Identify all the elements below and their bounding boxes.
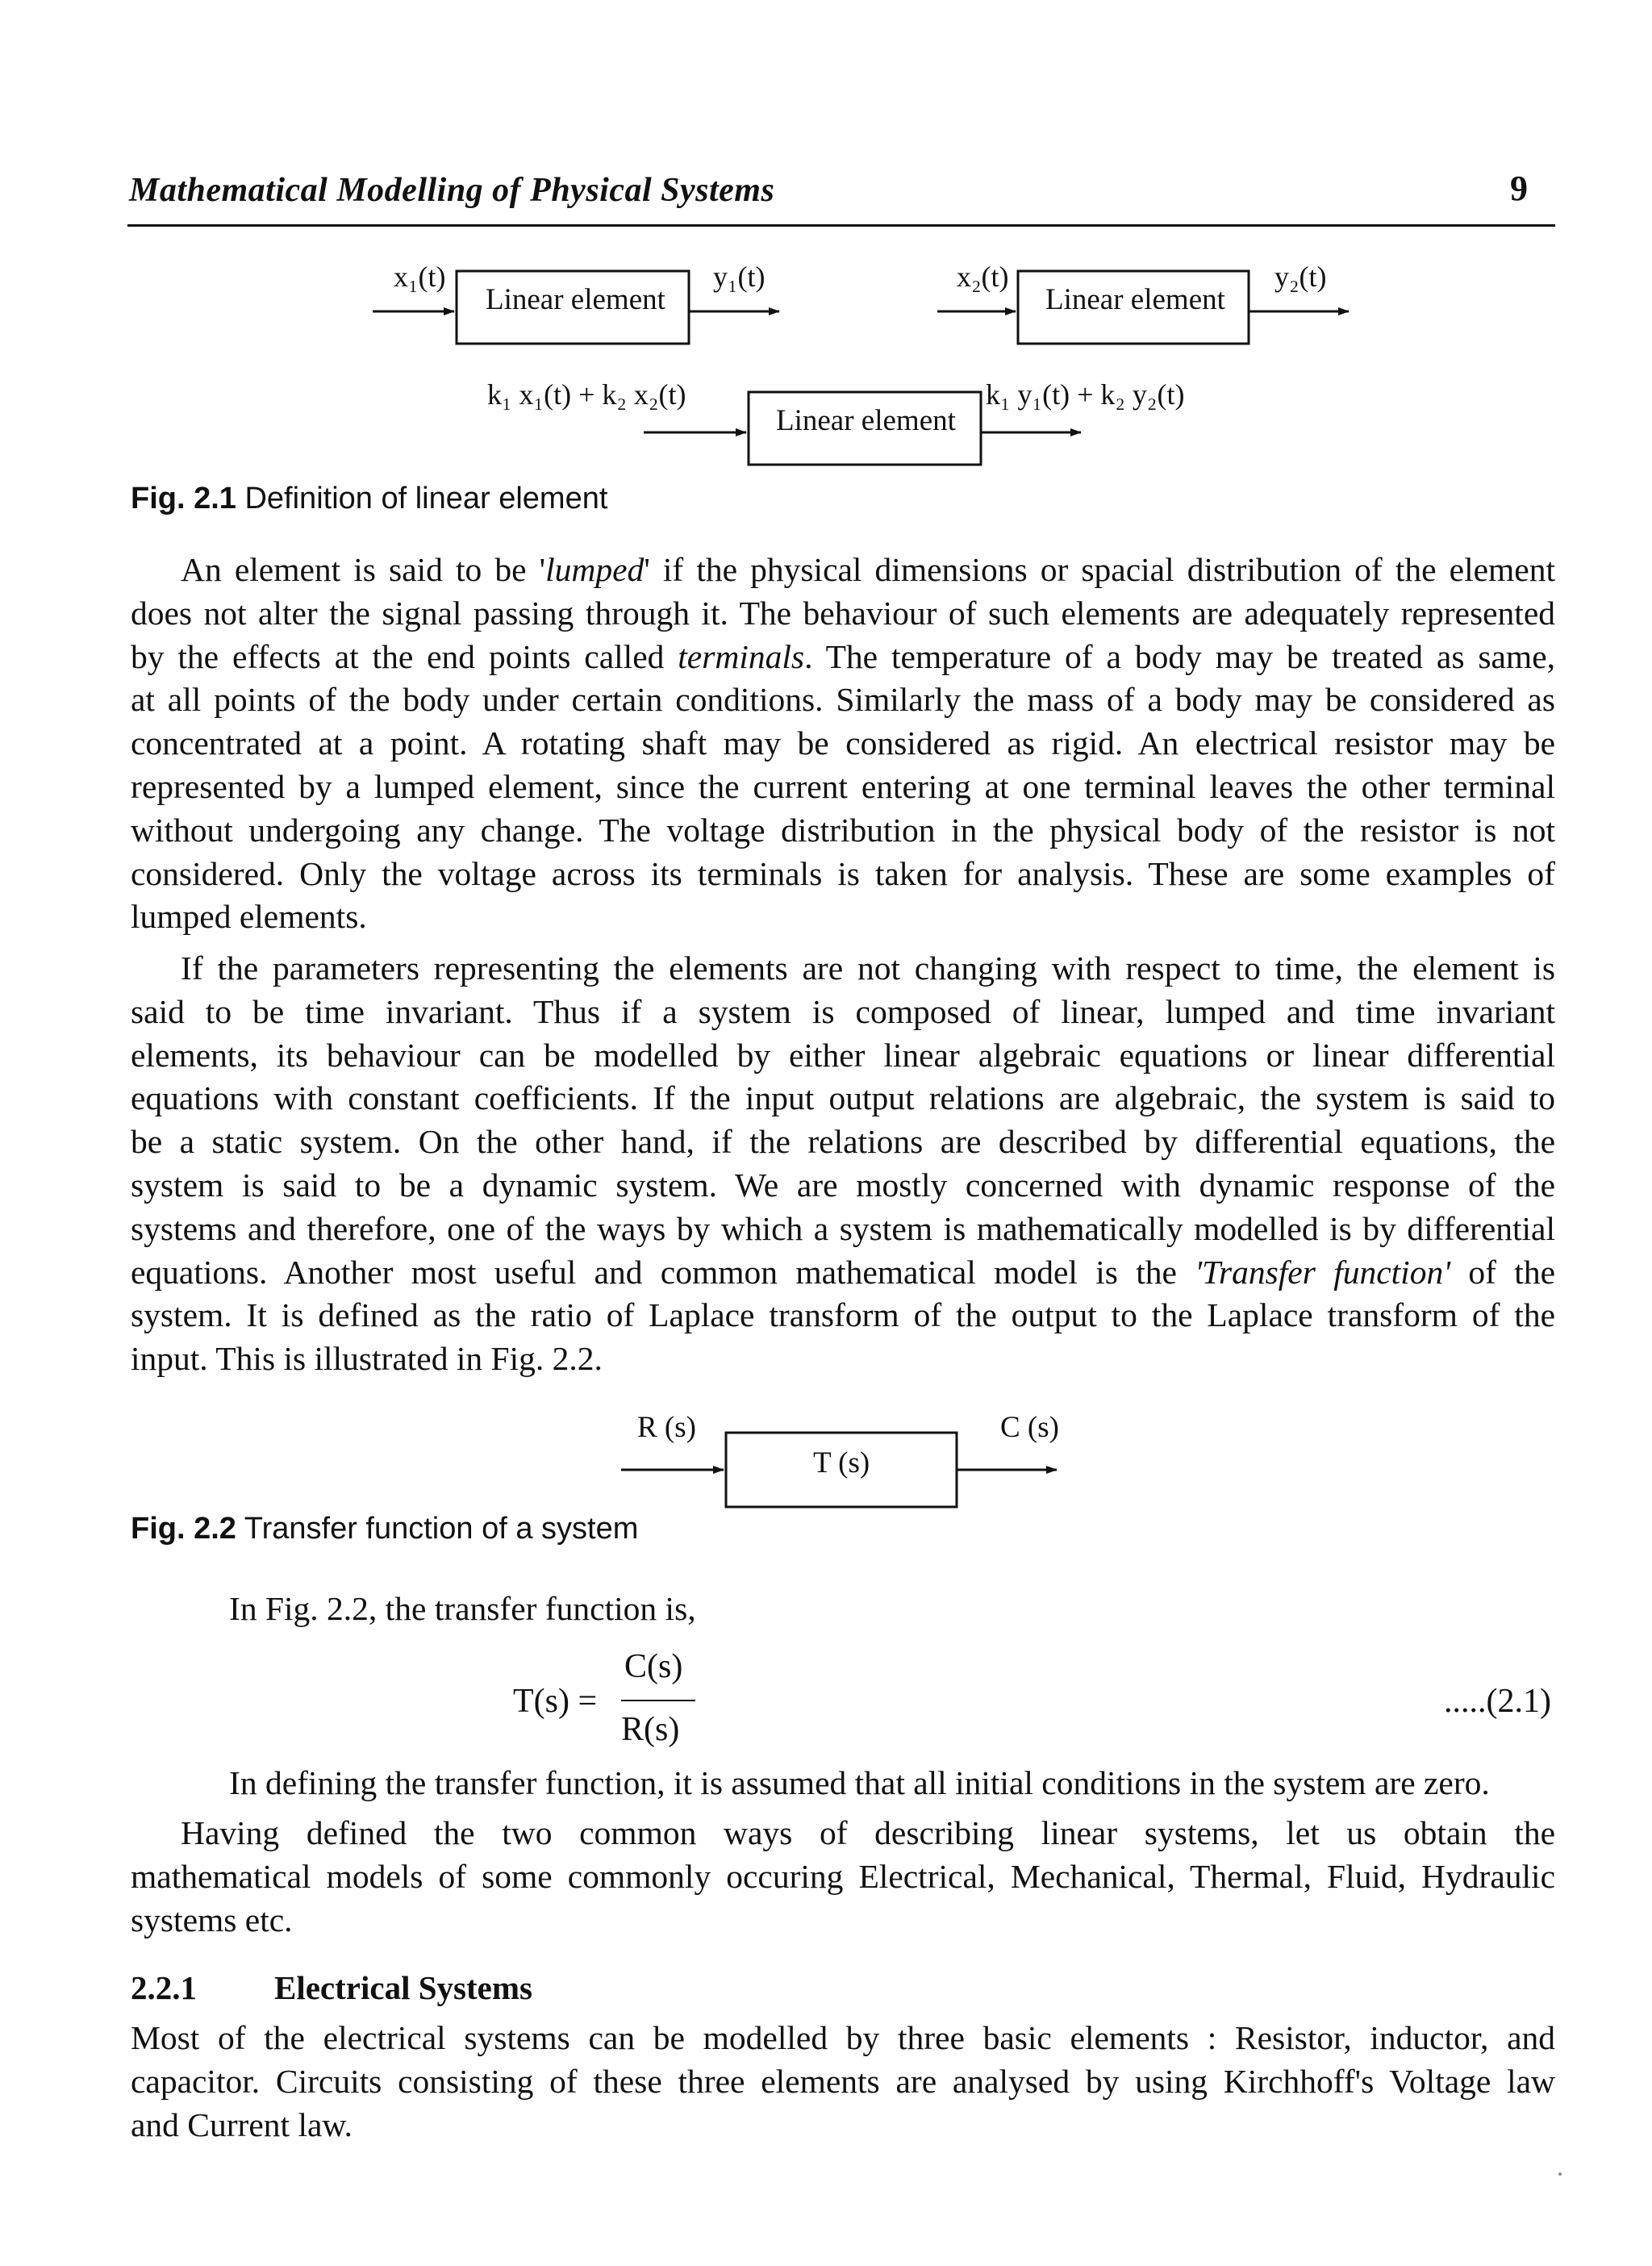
p1-line-6: represented by a lumped element, since the current entering at one terminal leaves the other terminal [131, 767, 1555, 805]
section-title: Electrical Systems [274, 1969, 532, 2006]
output-y2-label: y₂(t) [1274, 261, 1327, 293]
p2-line-9: system. It is defined as the ratio of Laplace transform of the output to the Laplace transform of the [131, 1296, 1555, 1334]
fig-2-2-caption [131, 1512, 638, 1546]
input-x1-label: x₁(t) [394, 261, 446, 293]
fig-2-1-caption-number: Fig. 2.1 [131, 482, 236, 515]
fig2-output-label: C (s) [1000, 1411, 1059, 1444]
p1-line-4: at all points of the body under certain conditions. Similarly the mass of a body may be considered as [131, 681, 1555, 719]
p2-line-2: said to be time invariant. Thus if a system is composed of linear, lumped and time invariant [131, 992, 1555, 1030]
p5-line-3: and Current law. [131, 2105, 353, 2143]
p2-line-1: If the parameters representing the elements are not changing with respect to time, the element is [181, 949, 1555, 987]
equation-denominator: R(s) [621, 1711, 680, 1748]
equation-intro: In Fig. 2.2, the transfer function is, [229, 1590, 696, 1627]
output-combined-label: k₁ y₁(t) + k₂ y₂(t) [986, 378, 1185, 411]
block-3-label: Linear element [776, 404, 956, 437]
paragraph-electrical [131, 2017, 1555, 2147]
fig2-input-label: R (s) [637, 1411, 696, 1444]
p2-line-3: elements, its behaviour can be modelled by either linear algebraic equations or linear differential [131, 1036, 1555, 1074]
fig-2-1-caption [131, 482, 607, 516]
fig-2-1-caption-text: Definition of linear element [244, 482, 608, 515]
p2-line-7: systems and therefore, one of the ways by which a system is mathematically modelled is by differential [131, 1209, 1555, 1247]
block-2-label: Linear element [1045, 283, 1225, 316]
fig-2-2-caption-text: Transfer function of a system [244, 1512, 639, 1546]
p2-line-10: input. This is illustrated in Fig. 2.2. [131, 1340, 603, 1378]
input-x2-label: x₂(t) [957, 261, 1009, 293]
section-number: 2.2.1 [131, 1969, 197, 2006]
page-number: 9 [1510, 169, 1528, 208]
p2-line-5: be a static system. On the other hand, if the relations are described by differential equations, the [131, 1123, 1555, 1161]
p1-line-7: without undergoing any change. The voltage distribution in the physical body of the resistor is not [131, 811, 1555, 849]
equation-number: .....(2.1) [1444, 1683, 1551, 1720]
p1-line-2: does not alter the signal passing through it. The behaviour of such elements are adequately represented [131, 594, 1555, 632]
p2-line-6: system is said to be a dynamic system. We are mostly concerned with dynamic response of the [131, 1166, 1555, 1204]
running-header-title: Mathematical Modelling of Physical Systems [129, 172, 775, 209]
p1-line-9: lumped elements. [131, 898, 367, 936]
p1-line-5: concentrated at a point. A rotating shaft may be considered as rigid. An electrical resistor may be [131, 724, 1555, 762]
p4-line-2: mathematical models of some commonly occuring Electrical, Mechanical, Thermal, Fluid, Hydraulic [131, 1857, 1555, 1895]
p4-line-1: Having defined the two common ways of describing linear systems, let us obtain the [181, 1814, 1555, 1851]
paragraph-time-invariant [131, 947, 1555, 1381]
p4-line-3: systems etc. [131, 1901, 293, 1938]
paragraph-initial-conditions: In defining the transfer function, it is assumed that all initial conditions in the system are zero. [229, 1764, 1490, 1801]
fraction-bar [621, 1700, 695, 1701]
paragraph-lumped [131, 549, 1555, 939]
scan-speck [1558, 2172, 1562, 2176]
p5-line-2: capacitor. Circuits consisting of these three elements are analysed by using Kirchhoff's Voltage law [131, 2062, 1555, 2100]
equation-lhs: T(s) = [513, 1683, 598, 1720]
fig-2-2-caption-number: Fig. 2.2 [131, 1512, 236, 1546]
p1-line-8: considered. Only the voltage across its terminals is taken for analysis. These are some examples of [131, 854, 1555, 892]
paragraph-models [131, 1812, 1555, 1942]
equation-numerator: C(s) [624, 1648, 683, 1685]
output-y1-label: y₁(t) [713, 261, 766, 293]
p5-line-1: Most of the electrical systems can be modelled by three basic elements : Resistor, inductor, and [131, 2019, 1555, 2056]
fig2-block-label: T (s) [813, 1446, 870, 1479]
block-1-label: Linear element [486, 283, 665, 316]
p1-line-3: by the effects at the end points called terminals. The temperature of a body may be treated as same, [131, 637, 1556, 675]
p2-line-4: equations with constant coefficients. If the input output relations are algebraic, the system is said to [131, 1079, 1555, 1117]
input-combined-label: k₁ x₁(t) + k₂ x₂(t) [487, 378, 686, 411]
p1-line-1: An element is said to be 'lumped' if the physical dimensions or spacial distribution of the element [181, 551, 1555, 588]
p2-line-8: equations. Another most useful and common mathematical model is the 'Transfer function' of the [131, 1253, 1555, 1291]
